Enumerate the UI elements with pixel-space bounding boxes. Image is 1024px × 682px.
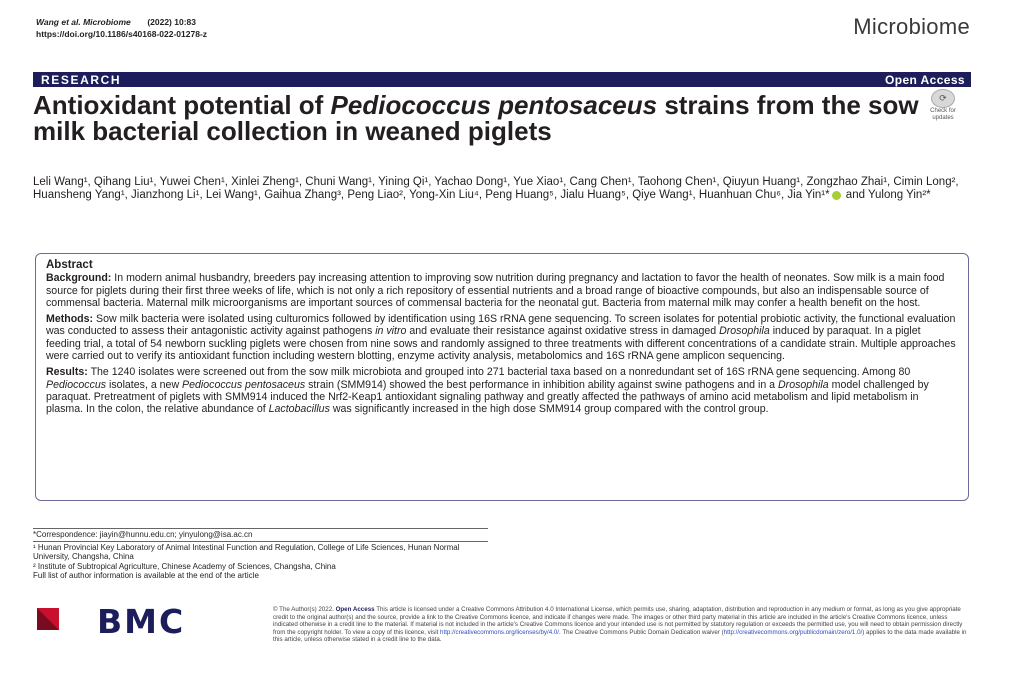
results-text-c: strain (SMM914) showed the best performance in inhibition ability against swine pathogens and in a [305,378,779,391]
authors-tail: and Yulong Yin²* [845,189,931,202]
license-text [273,606,973,644]
license-open-access: Open Access [335,606,375,613]
check-updates-line2: updates [932,115,954,121]
license-link-1[interactable]: http://creativecommons.org/licenses/by/4.0/ [440,628,560,636]
publisher-name: BMC [97,602,186,641]
abstract-methods [46,313,958,362]
license-text-3: ) applies to the data made available in this article, unless otherwise stated in a credit line to the data. [273,628,967,644]
check-updates-icon: ⟳ [931,89,955,108]
divider-bottom [33,541,488,542]
abstract-background [46,272,958,309]
publisher-logo [35,602,186,641]
results-italic-1: Pediococcus [46,378,107,391]
doi-link[interactable]: https://doi.org/10.1186/s40168-022-01278-z [36,29,208,39]
affiliation-2: ² Institute of Subtropical Agriculture, Chinese Academy of Sciences, Changsha, China [33,561,336,571]
abstract-results [46,366,958,415]
license-copyright: © The Author(s) 2022. [273,606,334,613]
methods-text-c: induced by paraquat. In a piglet feeding trial, a total of 54 newborn suckling piglets were chosen from nine sows and randomly assigned to three treatments with different concentrations of a candidate strain. Multiple approaches were carried out to verify its antioxidant function including western blotting, enzyme activity analysis, metabolomics and 16S rRNA gene amplicon sequencing. [46,325,956,363]
correspondence: *Correspondence: jiayin@hunnu.edu.cn; yinyulong@isa.ac.cn [33,530,253,539]
abstract-heading: Abstract [46,259,93,271]
methods-text-a: Sow milk bacteria were isolated using culturomics followed by identification using 16S rRNA gene sequencing. To screen isolates for potential probiotic activity, the functional evaluation was conducted to assess their antagonistic activity against pathogens [46,313,956,338]
results-text-b: isolates, a new [106,378,183,391]
orcid-icon[interactable] [832,191,841,200]
journal-name: Microbiome [853,14,970,39]
methods-italic-2: Drosophila [719,325,770,338]
open-access-label: Open Access [885,73,965,87]
article-header-meta [36,16,207,40]
author-list [33,176,968,202]
title-part1: Antioxidant potential of [33,90,331,120]
results-text-d: model challenged by paraquat. Pretreatment of piglets with SMM914 induced the Nrf2-Keap1 antioxidant signaling pathway and greatly affected the pathways of amino acid metabolism and lipid metabolism in plasma. In the colon, the relative abundance of [46,378,929,416]
affiliation-1: ¹ Hunan Provincial Key Laboratory of Animal Intestinal Function and Regulation, College of Life Sciences, Hunan Normal University, Changsha, China [33,543,460,562]
license-text-2: . The Creative Commons Public Domain Dedication waiver ( [559,628,724,636]
title-part2: strains from the sow milk bacterial collection in weaned piglets [33,90,919,146]
results-text-a: The 1240 isolates were screened out from the sow milk microbiota and grouped into 271 bacterial taxa based on a nonredundant set of 16S rRNA gene sequencing. Among 80 [90,366,911,379]
background-text: In modern animal husbandry, breeders pay increasing attention to improving sow nutrition during pregnancy and lactation to favor the health of neonates. Sow milk is a main food source for piglets during their first three weeks of life, which is not only a rich repository of essential nutrients and a broad range of bioactive compounds, but also an indispensable source of commensal bacteria. Maternal milk microorganisms are important sources of commensal bacteria for the neonatal gut. Bacteria from maternal milk may confer a health benefit on the host. [46,272,945,309]
results-italic-3: Drosophila [778,378,829,391]
authors-main: Leli Wang¹, Qihang Liu¹, Yuwei Chen¹, Xinlei Zheng¹, Chuni Wang¹, Yining Qi¹, Yachao Dong¹, Yue Xiao¹, Cang Chen¹, Taohong Chen¹, Qiuyun Huang¹, Zongzhao Zhai¹, Cimin Long², Huansheng Yang¹, Jianzhong Li¹, Lei Wang¹, Gaihua Zhang³, Peng Liao², Yong-Xin Liu⁴, Peng Huang⁵, Jialu Huang⁵, Qiye Wang¹, Huanhuan Chu⁶, Jia Yin¹* [33,176,959,202]
license-link-2[interactable]: http://creativecommons.org/publicdomain/zero/1.0/ [723,628,863,636]
affiliations [33,543,493,581]
results-text-e: was significantly increased in the high dose SMM914 group compared with the control group. [329,403,769,416]
methods-italic-1: in vitro [375,325,407,338]
year-page: (2022) 10:83 [147,17,196,27]
affiliation-note: Full list of author information is available at the end of the article [33,571,259,581]
title-italic: Pediococcus pentosaceus [330,90,658,120]
section-label: RESEARCH [41,73,122,87]
abstract-box [35,253,969,501]
check-for-updates-button[interactable] [918,89,968,119]
license-text-1: This article is licensed under a Creative Commons Attribution 4.0 International License, which permits use, sharing, adaptation, distribution and reproduction in any medium or format, as long as you give appropriate credit to the original author(s) and the source, provide a link to the Creative Commons licence, and indicate if changes were made. The images or other third party material in this article are included in the article's Creative Commons licence, unless indicated otherwise in a credit line to the material. If material is not included in the article's Creative Commons licence and your intended use is not permitted by statutory regulation or exceeds the permitted use, you will need to obtain permission directly from the copyright holder. To view a copy of this licence, visit [273,606,963,636]
methods-text-b: and evaluate their resistance against oxidative stress in damaged [406,325,720,338]
article-title [33,92,933,144]
divider-top [33,528,488,529]
check-updates-line1: Check for [930,108,956,114]
background-label: Background: [46,272,112,285]
authors-short: Wang et al. Microbiome [36,17,131,27]
results-italic-4: Lactobacillus [268,403,330,416]
results-label: Results: [46,366,88,379]
bmc-logo-icon [35,604,93,634]
section-banner [33,72,971,87]
results-italic-2: Pediococcus pentosaceus [182,378,306,391]
methods-label: Methods: [46,313,94,326]
